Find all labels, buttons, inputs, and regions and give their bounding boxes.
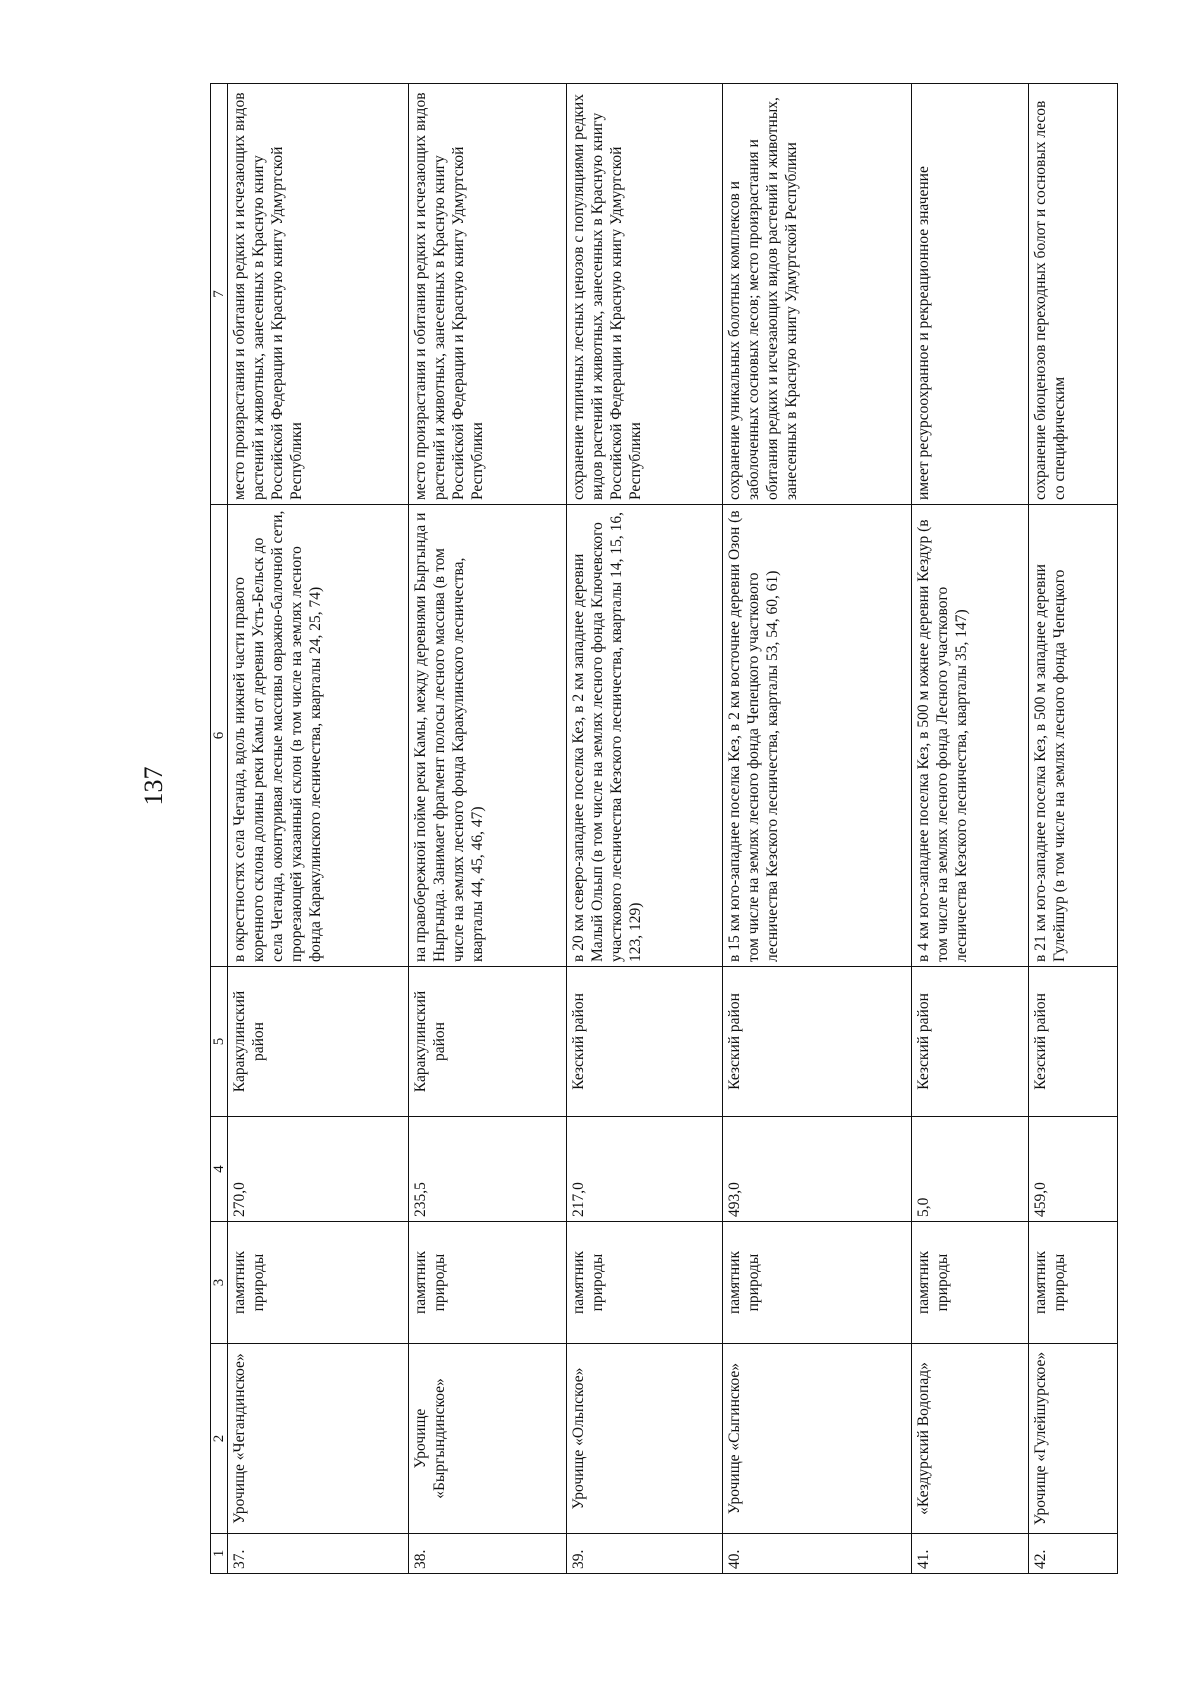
- object-purpose: имеет ресурсоохранное и рекреационное значение: [912, 84, 1029, 505]
- table-row: [723, 84, 912, 1574]
- page-number: 137: [139, 766, 168, 806]
- column-header: 7: [211, 84, 228, 505]
- row-number: 38.: [409, 1534, 567, 1574]
- object-name: Урочище «Ольпское»: [566, 1344, 723, 1534]
- object-location: в 20 км северо-западнее поселка Кез, в 2 км западнее деревни Малый Ольып (в том числе на землях лесного фонда Ключевского участкового лесничества Кезского лесничества, кварталы 14, 15, 16, 123, 129): [566, 505, 723, 967]
- object-category: памятник природы: [912, 1222, 1029, 1344]
- nature-monuments-table: [210, 83, 1118, 1574]
- column-header: 3: [211, 1222, 228, 1344]
- column-header: 1: [211, 1534, 228, 1574]
- row-number: 42.: [1028, 1534, 1117, 1574]
- header-row: [211, 84, 228, 1574]
- row-number: 37.: [228, 1534, 409, 1574]
- table-row: [228, 84, 409, 1574]
- object-area: 493,0: [723, 1117, 912, 1222]
- object-category: памятник природы: [1028, 1222, 1117, 1344]
- object-category: памятник природы: [566, 1222, 723, 1344]
- object-location: в 15 км юго-западнее поселка Кез, в 2 км восточнее деревни Озон (в том числе на землях лесного фонда Чепецкого участкового лесничества Кезского лесничества, кварталы 53, 54, 60, 61): [723, 505, 912, 967]
- object-name: Урочище «Чегандинское»: [228, 1344, 409, 1534]
- object-name: «Кездурский Водопад»: [912, 1344, 1029, 1534]
- column-header: 5: [211, 967, 228, 1117]
- object-purpose: сохранение уникальных болотных комплексов и заболоченных сосновых лесов; место произрастания и обитания редких и исчезающих видов растений и животных, занесенных в Красную книгу Удмуртской Республики: [723, 84, 912, 505]
- object-area: 217,0: [566, 1117, 723, 1222]
- object-district: Кезский район: [1028, 967, 1117, 1117]
- object-category: памятник природы: [228, 1222, 409, 1344]
- object-area: 235,5: [409, 1117, 567, 1222]
- table-row: [409, 84, 567, 1574]
- row-number: 39.: [566, 1534, 723, 1574]
- column-header: 2: [211, 1344, 228, 1534]
- object-district: Каракулинский район: [409, 967, 567, 1117]
- column-header: 6: [211, 505, 228, 967]
- object-area: 459,0: [1028, 1117, 1117, 1222]
- object-name: Урочище «Быргындинское»: [409, 1344, 567, 1534]
- object-purpose: сохранение биоценозов переходных болот и сосновых лесов со специфическим: [1028, 84, 1117, 505]
- object-area: 270,0: [228, 1117, 409, 1222]
- object-district: Кезский район: [566, 967, 723, 1117]
- table-row: [566, 84, 723, 1574]
- row-number: 40.: [723, 1534, 912, 1574]
- object-purpose: место произрастания и обитания редких и исчезающих видов растений и животных, занесенных в Красную книгу Российской Федерации и Красную книгу Удмуртской Республики: [228, 84, 409, 505]
- object-location: в окрестностях села Чеганда, вдоль нижней части правого коренного склона долины реки Камы от деревни Усть-Бельск до села Чеганда, оконтуривая лесные массивы овражно-балочной сети, прорезающей указанный склон (в том числе на землях лесного фонда Каракулинского лесничества, кварталы 24, 25, 74): [228, 505, 409, 967]
- object-purpose: сохранение типичных лесных ценозов с популяциями редких видов растений и животных, занесенных в Красную книгу Российской Федерации и Красную книгу Удмуртской Республики: [566, 84, 723, 505]
- table-row: [912, 84, 1029, 1574]
- object-name: Урочище «Сыгинское»: [723, 1344, 912, 1534]
- object-area: 5,0: [912, 1117, 1029, 1222]
- object-name: Урочище «Гулейшурское»: [1028, 1344, 1117, 1534]
- object-district: Кезский район: [723, 967, 912, 1117]
- object-district: Кезский район: [912, 967, 1029, 1117]
- object-category: памятник природы: [723, 1222, 912, 1344]
- column-header: 4: [211, 1117, 228, 1222]
- object-district: Каракулинский район: [228, 967, 409, 1117]
- object-location: в 21 км юго-западнее поселка Кез, в 500 м западнее деревни Гулейшур (в том числе на землях лесного фонда Чепецкого: [1028, 505, 1117, 967]
- object-location: в 4 км юго-западнее поселка Кез, в 500 м южнее деревни Кездур (в том числе на землях лесного фонда Лесного участкового лесничества Кезского лесничества, кварталы 35, 147): [912, 505, 1029, 967]
- object-category: памятник природы: [409, 1222, 567, 1344]
- row-number: 41.: [912, 1534, 1029, 1574]
- object-purpose: место произрастания и обитания редких и исчезающих видов растений и животных, занесенных в Красную книгу Российской Федерации и Красную книгу Удмуртской Республики: [409, 84, 567, 505]
- table-row: [1028, 84, 1117, 1574]
- object-location: на правобережной пойме реки Камы, между деревнями Быргында и Ныргында. Занимает фрагмент полосы лесного массива (в том числе на землях лесного фонда Каракулинского лесничества, кварталы 44, 45, 46, 47): [409, 505, 567, 967]
